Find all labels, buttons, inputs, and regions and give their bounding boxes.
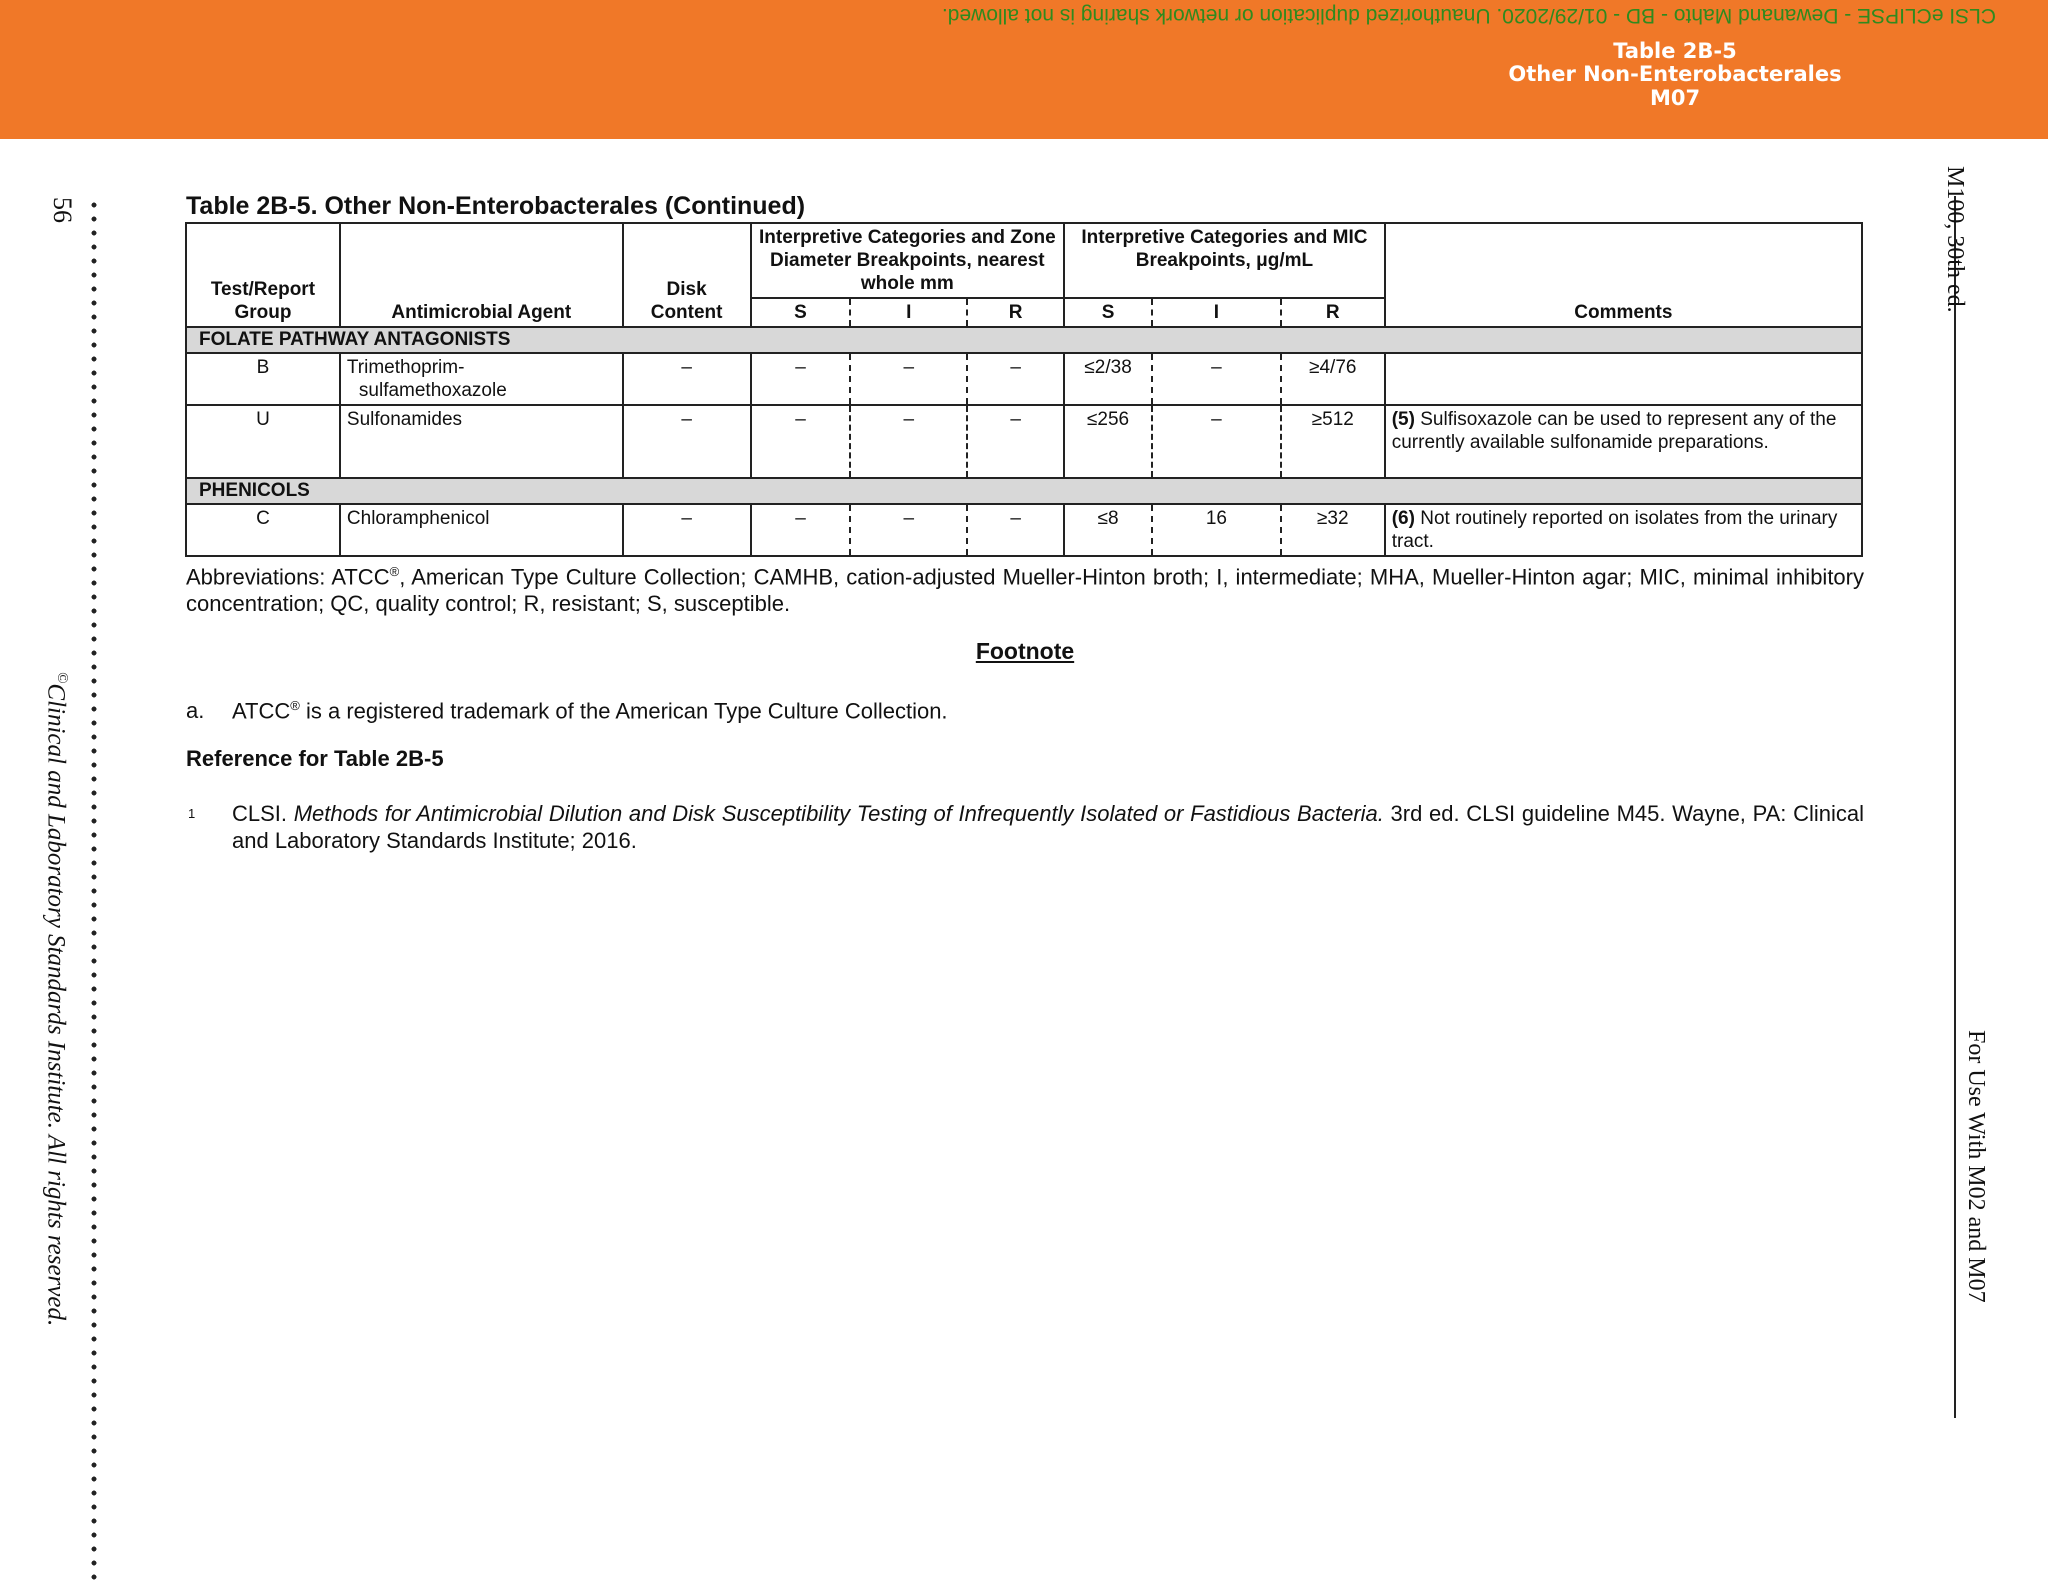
cell-zone-r: – — [967, 353, 1064, 405]
footnote-text: is a registered trademark of the American Type Culture Collection. — [299, 698, 948, 724]
header-banner — [0, 0, 2048, 139]
table-row — [186, 353, 1862, 405]
reference-post: 3rd ed. CLSI guideline M45. Wayne, PA: Clinical and Laboratory Standards Institute; 2016. — [232, 801, 1864, 853]
col-header-comments: Comments — [1385, 223, 1862, 327]
cell-zone-r: – — [967, 405, 1064, 478]
copyright-notice — [42, 672, 82, 1582]
reference-title: Methods for Antimicrobial Dilution and Disk Susceptibility Testing of Infrequently Isolated or Fastidious Bacteria. — [293, 801, 1384, 826]
reference-body — [232, 800, 1864, 854]
agent-line: Trimethoprim- — [346, 357, 465, 378]
breakpoint-table — [185, 222, 1863, 557]
registered-mark: ® — [290, 698, 300, 713]
comment-number: (6) — [1391, 508, 1415, 529]
abbreviations-lead: Abbreviations: ATCC — [186, 564, 390, 590]
col-header-mic-r: R — [1281, 298, 1385, 327]
comment-number: (5) — [1391, 409, 1415, 430]
abbreviations — [186, 558, 1864, 617]
reference-pre: CLSI. — [232, 801, 294, 826]
cell-comment — [1385, 405, 1862, 478]
comment-text: Not routinely reported on isolates from the urinary tract. — [1391, 508, 1838, 552]
cell-zone-r: – — [967, 504, 1064, 556]
cell-zone-i: – — [850, 504, 967, 556]
cell-disk: – — [623, 353, 751, 405]
copyright-text: Clinical and Laboratory Standards Institute. All rights reserved. — [42, 683, 70, 1327]
agent-line: Sulfonamides — [346, 409, 463, 430]
col-header-zone: Interpretive Categories and Zone Diameter Breakpoints, nearest whole mm — [751, 223, 1065, 298]
col-header-agent: Antimicrobial Agent — [340, 223, 623, 327]
use-with-label: For Use With M02 and M07 — [1963, 1030, 1989, 1303]
cell-zone-i: – — [850, 405, 967, 478]
table-row — [186, 504, 1862, 556]
section-label: FOLATE PATHWAY ANTAGONISTS — [186, 327, 1862, 353]
cell-disk: – — [623, 405, 751, 478]
section-row — [186, 327, 1862, 353]
cell-group: C — [186, 504, 340, 556]
reference-number: 1 — [188, 806, 196, 821]
section-label: PHENICOLS — [186, 478, 1862, 504]
cell-comment — [1385, 353, 1862, 405]
footnote-heading: Footnote — [975, 638, 1075, 664]
reference-item — [186, 800, 1864, 854]
edition-label: M100, 30th ed. — [1942, 166, 1968, 313]
cell-mic-i: 16 — [1152, 504, 1281, 556]
cell-group: U — [186, 405, 340, 478]
footnote-lead: ATCC — [232, 698, 291, 724]
col-header-zone-i: I — [850, 298, 967, 327]
cell-zone-i: – — [850, 353, 967, 405]
reference-heading: Reference for Table 2B-5 — [186, 746, 444, 771]
cell-mic-s: ≤256 — [1064, 405, 1152, 478]
dotted-rule — [90, 198, 98, 1582]
left-margin — [42, 190, 82, 1430]
cell-mic-s: ≤2/38 — [1064, 353, 1152, 405]
comment-text: Sulfisoxazole can be used to represent any of the currently available sulfonamide preparations. — [1391, 409, 1837, 453]
watermark-text: CLSI eCLIPSE - Dewanand Mahto - BD - 01/29/2020. Unauthorized duplication or network sharing is not allowed. — [941, 4, 1996, 27]
col-header-mic: Interpretive Categories and MIC Breakpoints, μg/mL — [1064, 223, 1385, 298]
cell-mic-r: ≥512 — [1281, 405, 1385, 478]
agent-line: sulfamethoxazole — [358, 380, 507, 401]
cell-mic-r: ≥32 — [1281, 504, 1385, 556]
table-header-row — [186, 223, 1862, 298]
banner-document-label: M07 — [1649, 86, 1701, 110]
col-header-group: Test/Report Group — [186, 223, 340, 327]
table-title: Table 2B-5. Other Non-Enterobacterales (Continued) — [186, 192, 806, 220]
cell-comment — [1385, 504, 1862, 556]
cell-zone-s: – — [751, 405, 851, 478]
abbreviations-text: , American Type Culture Collection; CAMHB, cation-adjusted Mueller-Hinton broth; I, intermediate; MHA, Mueller-Hinton agar; MIC, minimal inhibitory concentration; QC, quality control; R, resistant; S, susceptible. — [186, 564, 1864, 617]
col-header-mic-i: I — [1152, 298, 1281, 327]
cell-mic-i: – — [1152, 405, 1281, 478]
banner-table-label: Table 2B-5 — [1613, 39, 1737, 63]
col-header-mic-s: S — [1064, 298, 1152, 327]
section-row — [186, 478, 1862, 504]
agent-line: Chloramphenicol — [346, 508, 490, 529]
col-header-zone-r: R — [967, 298, 1064, 327]
cell-mic-i: – — [1152, 353, 1281, 405]
banner-section-label: Other Non-Enterobacterales — [1508, 62, 1842, 86]
page-number: 56 — [48, 197, 77, 223]
col-header-zone-s: S — [751, 298, 851, 327]
cell-zone-s: – — [751, 504, 851, 556]
cell-agent — [340, 504, 623, 556]
table-row — [186, 405, 1862, 478]
cell-mic-s: ≤8 — [1064, 504, 1152, 556]
footnote-item — [186, 692, 948, 724]
registered-mark: ® — [389, 564, 400, 579]
cell-mic-r: ≥4/76 — [1281, 353, 1385, 405]
col-header-disk: Disk Content — [623, 223, 751, 327]
cell-disk: – — [623, 504, 751, 556]
footnote-label: a. — [186, 698, 205, 724]
cell-agent — [340, 353, 623, 405]
copyright-symbol: © — [54, 672, 70, 684]
cell-agent — [340, 405, 623, 478]
cell-zone-s: – — [751, 353, 851, 405]
cell-group: B — [186, 353, 340, 405]
